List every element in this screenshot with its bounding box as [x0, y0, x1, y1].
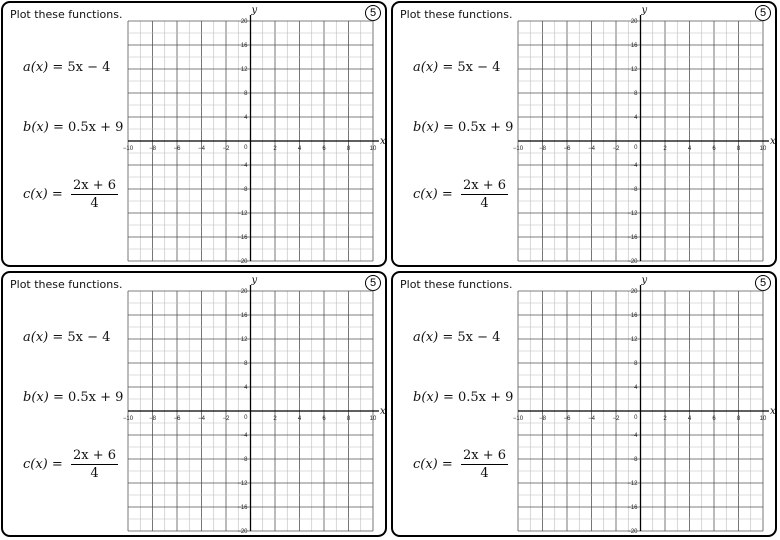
y-tick-label: 20	[630, 289, 638, 295]
y-tick-label: −12	[237, 211, 248, 217]
function-c-numerator: 2x + 6	[462, 448, 506, 463]
x-tick-label: 4	[297, 416, 302, 422]
y-tick-label: 12	[630, 337, 638, 343]
y-tick-label: −20	[237, 529, 248, 535]
x-tick-label: 4	[297, 146, 302, 152]
x-tick-label: −8	[539, 146, 546, 152]
question-number-badge: 5	[365, 5, 381, 21]
x-tick-label: −4	[588, 146, 595, 152]
x-tick-label: 6	[322, 146, 326, 152]
x-tick-label: −10	[512, 146, 524, 152]
x-axis-label: x	[380, 136, 386, 147]
x-axis-label: x	[770, 406, 776, 417]
x-tick-label: −2	[612, 146, 620, 152]
x-tick-label: 2	[273, 146, 277, 152]
function-c-numerator: 2x + 6	[462, 178, 506, 193]
y-tick-label: −12	[237, 481, 248, 487]
x-tick-label: 8	[736, 146, 741, 152]
y-tick-label: 4	[634, 115, 638, 121]
y-tick-label: −8	[240, 187, 248, 193]
origin-label: 0	[634, 415, 638, 421]
coordinate-grid[interactable]	[3, 273, 387, 537]
x-tick-label: −6	[173, 146, 181, 152]
function-c-equals: =	[51, 457, 63, 472]
y-tick-label: 16	[240, 43, 248, 49]
y-tick-label: −16	[237, 235, 248, 241]
y-tick-label: −16	[237, 505, 248, 511]
y-tick-label: −16	[627, 505, 638, 511]
function-c-name: c(x)	[23, 187, 48, 202]
origin-label: 0	[244, 145, 248, 151]
y-tick-label: 8	[634, 91, 638, 97]
y-tick-label: −8	[630, 187, 638, 193]
x-tick-label: −2	[222, 416, 230, 422]
y-tick-label: −8	[240, 457, 248, 463]
coordinate-grid[interactable]	[393, 3, 777, 267]
worksheet-card	[391, 1, 777, 267]
x-tick-label: −4	[588, 416, 595, 422]
function-c-denominator: 4	[90, 196, 99, 211]
x-tick-label: 10	[759, 416, 767, 422]
y-axis-label: y	[641, 5, 648, 16]
x-tick-label: −8	[149, 146, 156, 152]
y-tick-label: 8	[244, 361, 248, 367]
y-tick-label: −8	[630, 457, 638, 463]
function-c-equals: =	[441, 187, 453, 202]
y-tick-label: 4	[244, 115, 248, 121]
x-tick-label: −6	[173, 416, 181, 422]
x-tick-label: −6	[563, 416, 571, 422]
x-tick-label: 6	[712, 146, 716, 152]
function-c-name: c(x)	[23, 457, 48, 472]
function-a-expression: = 5x − 4	[442, 60, 501, 75]
y-tick-label: 20	[240, 19, 248, 25]
y-tick-label: −4	[240, 433, 248, 439]
x-tick-label: −4	[198, 146, 205, 152]
y-tick-label: 12	[630, 67, 638, 73]
x-tick-label: 10	[369, 146, 377, 152]
worksheet-card	[391, 271, 777, 537]
y-axis-label: y	[251, 275, 258, 286]
y-tick-label: 20	[630, 19, 638, 25]
y-tick-label: 8	[634, 361, 638, 367]
x-tick-label: 2	[663, 416, 667, 422]
y-tick-label: −4	[630, 163, 638, 169]
origin-label: 0	[244, 415, 248, 421]
function-c-numerator: 2x + 6	[72, 448, 116, 463]
x-tick-label: 8	[736, 416, 741, 422]
y-tick-label: 16	[240, 313, 248, 319]
y-tick-label: 8	[244, 91, 248, 97]
function-b-expression: = 0.5x + 9	[442, 120, 514, 135]
x-tick-label: 8	[346, 146, 351, 152]
x-tick-label: 8	[346, 416, 351, 422]
y-axis-label: y	[641, 275, 648, 286]
instruction-text: Plot these functions.	[10, 8, 123, 21]
x-tick-label: −2	[222, 146, 230, 152]
x-tick-label: 10	[369, 416, 377, 422]
y-tick-label: 20	[240, 289, 248, 295]
y-tick-label: 12	[240, 337, 248, 343]
function-b-expression: = 0.5x + 9	[442, 390, 514, 405]
y-tick-label: 16	[630, 313, 638, 319]
x-tick-label: 4	[687, 416, 692, 422]
x-tick-label: 2	[273, 416, 277, 422]
function-b-name: b(x)	[23, 120, 49, 135]
function-a-name: a(x)	[23, 60, 49, 75]
function-b-name: b(x)	[413, 120, 439, 135]
x-tick-label: −8	[539, 416, 546, 422]
function-a-name: a(x)	[413, 60, 439, 75]
function-a-expression: = 5x − 4	[52, 330, 111, 345]
x-tick-label: −8	[149, 416, 156, 422]
worksheet-card	[1, 271, 387, 537]
function-c-numerator: 2x + 6	[72, 178, 116, 193]
y-tick-label: 4	[244, 385, 248, 391]
function-a-name: a(x)	[23, 330, 49, 345]
question-number-badge: 5	[755, 5, 771, 21]
x-tick-label: 10	[759, 146, 767, 152]
question-number-badge: 5	[755, 275, 771, 291]
function-b-expression: = 0.5x + 9	[52, 120, 124, 135]
instruction-text: Plot these functions.	[400, 278, 513, 291]
function-a-expression: = 5x − 4	[442, 330, 501, 345]
x-tick-label: −2	[612, 416, 620, 422]
x-tick-label: −10	[512, 416, 524, 422]
y-tick-label: 16	[630, 43, 638, 49]
y-tick-label: −4	[630, 433, 638, 439]
coordinate-grid[interactable]	[393, 273, 777, 537]
x-axis-label: x	[380, 406, 386, 417]
function-c-name: c(x)	[413, 457, 438, 472]
origin-label: 0	[634, 145, 638, 151]
function-b-expression: = 0.5x + 9	[52, 390, 124, 405]
y-tick-label: −12	[627, 481, 638, 487]
x-tick-label: 4	[687, 146, 692, 152]
y-tick-label: −12	[627, 211, 638, 217]
y-tick-label: −4	[240, 163, 248, 169]
y-tick-label: 4	[634, 385, 638, 391]
x-tick-label: −10	[122, 146, 134, 152]
y-tick-label: 12	[240, 67, 248, 73]
x-tick-label: −6	[563, 146, 571, 152]
function-a-expression: = 5x − 4	[52, 60, 111, 75]
x-tick-label: −10	[122, 416, 134, 422]
y-tick-label: −20	[627, 529, 638, 535]
y-axis-label: y	[251, 5, 258, 16]
x-axis-label: x	[770, 136, 776, 147]
y-tick-label: −20	[237, 259, 248, 265]
y-tick-label: −16	[627, 235, 638, 241]
function-c-denominator: 4	[480, 466, 489, 481]
function-c-equals: =	[51, 187, 63, 202]
x-tick-label: 6	[712, 416, 716, 422]
function-c-denominator: 4	[480, 196, 489, 211]
instruction-text: Plot these functions.	[400, 8, 513, 21]
x-tick-label: 6	[322, 416, 326, 422]
question-number-badge: 5	[365, 275, 381, 291]
function-b-name: b(x)	[23, 390, 49, 405]
y-tick-label: −20	[627, 259, 638, 265]
worksheet-card	[1, 1, 387, 267]
function-c-name: c(x)	[413, 187, 438, 202]
function-c-denominator: 4	[90, 466, 99, 481]
x-tick-label: −4	[198, 416, 205, 422]
function-a-name: a(x)	[413, 330, 439, 345]
function-b-name: b(x)	[413, 390, 439, 405]
coordinate-grid[interactable]	[3, 3, 387, 267]
x-tick-label: 2	[663, 146, 667, 152]
function-c-equals: =	[441, 457, 453, 472]
instruction-text: Plot these functions.	[10, 278, 123, 291]
